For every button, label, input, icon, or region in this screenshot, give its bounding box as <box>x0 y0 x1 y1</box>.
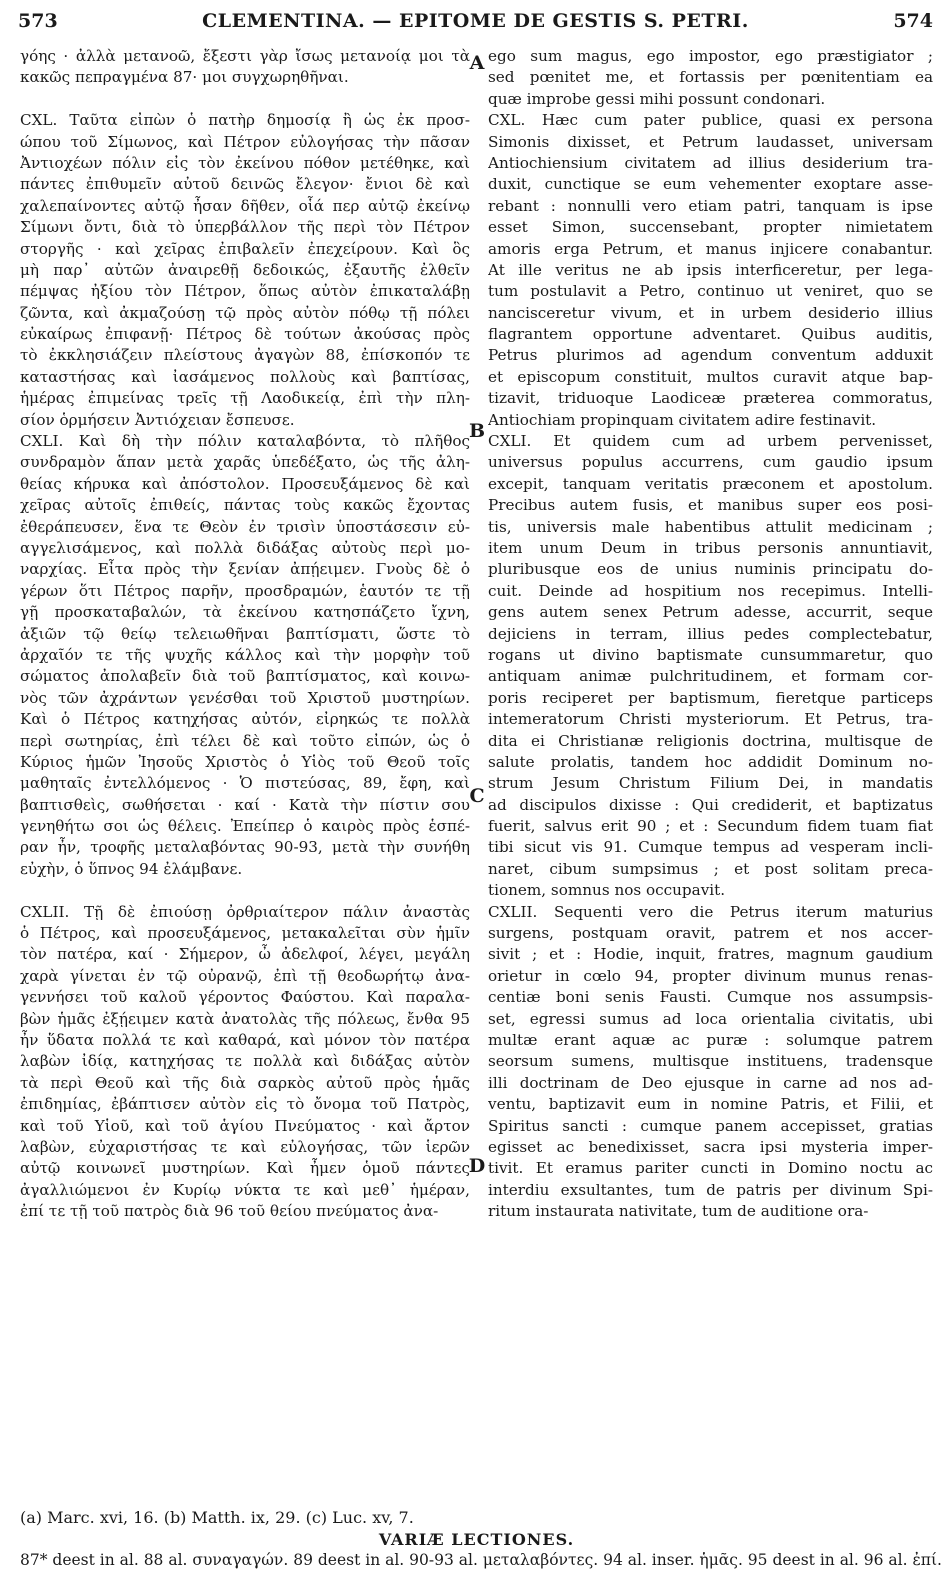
latin-text-line: Precibus autem fusis, et manibus super eos posi- <box>488 496 933 515</box>
greek-text-line: αὐτῷ κοινωνεῖ μυστηρίων. Καὶ ἦμεν ὁμοῦ πάντες <box>20 1159 470 1178</box>
latin-text-line: naret, cibum sumpsimus ; et post solitam preca- <box>488 859 933 878</box>
latin-text-line: Simonis dixisset, et Petrum laudasset, universam <box>488 132 933 151</box>
greek-text-line: τὸν πατέρα, καί · Σήμερον, ὦ ἀδελφοί, λέγει, μεγάλη <box>20 945 470 964</box>
greek-text-line: ναρχίας. Εἶτα πρὸς τὴν ξενίαν ἀπῄειμεν. Γνοὺς δὲ ὁ <box>20 560 470 579</box>
latin-text-line: esset Simon, succensebant, propter nimietatem <box>488 218 933 237</box>
latin-text-line: CXL. Hæc cum pater publice, quasi ex persona <box>488 111 933 130</box>
latin-text-line: pluribusque eos de unius numinis principatu do- <box>488 560 933 579</box>
greek-text-line: CXLII. Τῇ δὲ ἐπιούσῃ ὀρθριαίτερον πάλιν ἀναστὰς <box>20 902 470 921</box>
latin-text-line: interdiu exsultantes, tum de patris per divinum Spi- <box>488 1180 933 1199</box>
greek-text-line: ζῶντα, καὶ ἀκμαζούσῃ τῷ πρὸς αὐτὸν πόθῳ τῇ πόλει <box>20 303 470 322</box>
latin-text-line: ventu, baptizavit eum in nomine Patris, et Filii, et <box>488 1095 933 1114</box>
margin-letter-c: C <box>469 785 485 807</box>
latin-text-line: egisset ac benedixisset, sacra ipsi mysteria imper- <box>488 1137 933 1156</box>
greek-text-line: ἐπί τε τῇ τοῦ πατρὸς διὰ 96 τοῦ θείου πνεύματος ἀνα- <box>20 1202 439 1221</box>
latin-text-line: set, egressi sumus ad loca orientalia civitatis, ubi <box>488 1009 933 1028</box>
greek-text-line: σώματος ἀπολαβεῖν διὰ τοῦ βαπτίσματος, καὶ κοινω- <box>20 667 470 686</box>
latin-text-line: rogans ut divino baptismate cunsummaretur, quo <box>488 645 933 664</box>
paragraph-gap <box>20 880 470 901</box>
latin-text-line: multæ erant aquæ ac puræ : solumque patrem <box>488 1030 933 1049</box>
greek-text-line: μαθηταῖς ἐντελλόμενος · Ὁ πιστεύσας, 89, ἔφη, καὶ <box>20 774 470 793</box>
latin-text-line: sivit ; et : Hodie, inquit, fratres, magnum gaudium <box>488 945 933 964</box>
greek-text-line: μὴ παρ᾽ αὐτῶν ἀναιρεθῇ δεδοικώς, ἐξαυτῆς ἐλθεῖν <box>20 260 470 279</box>
latin-text-line: tivit. Et eramus pariter cuncti in Domino noctu ac <box>488 1159 933 1178</box>
latin-text-line: strum Jesum Christum Filium Dei, in mandatis <box>488 774 933 793</box>
latin-text-line: tizavit, triduoque Laodiceæ præterea commoratus, <box>488 389 933 408</box>
greek-text-line: πάντες ἐπιθυμεῖν αὐτοῦ δεινῶς ἔλεγον· ἔνιοι δὲ καὶ <box>20 175 470 194</box>
greek-text-line: ἐθεράπευσεν, ἕνα τε Θεὸν ἐν τρισὶν ὑποστάσεσιν εὐ- <box>20 517 470 536</box>
latin-text-line: tionem, somnus nos occupavit. <box>488 881 726 900</box>
latin-text-line: illi doctrinam de Deo ejusque in carne ad nos ad- <box>488 1073 933 1092</box>
greek-text-line: τὰ περὶ Θεοῦ καὶ τῆς διὰ σαρκὸς αὐτοῦ πρὸς ἡμᾶς <box>20 1073 470 1092</box>
greek-text-line: ἀρχαῖόν τε τῆς ψυχῆς κάλλος καὶ τὴν μορφὴν τοῦ <box>20 645 470 664</box>
running-header <box>18 10 933 40</box>
scripture-references: (a) Marc. xvi, 16. (b) Matth. ix, 29. (c) Luc. xv, 7. <box>20 1508 414 1527</box>
greek-text-line: γεννήσει τοῦ καλοῦ γέροντος Φαύστου. Καὶ παραλα- <box>20 988 470 1007</box>
greek-text-line: ἡμέρας ἐπιμείνας τρεῖς τῇ Λαοδικείᾳ, ἐπὶ τὴν πλη- <box>20 389 470 408</box>
greek-text-line: Σίμωνι ὄντι, διὰ τὸ ὑπερβάλλον τῆς περὶ τὸν Πέτρον <box>20 218 470 237</box>
greek-text-line: Ἀντιοχέων πόλιν εἰς τὸν ἐκείνου πόθον μετέθηκε, καὶ <box>20 153 470 172</box>
greek-text-line: χεῖρας αὐτοῖς ἐπιθείς, πάντας τοὺς κακῶς ἔχοντας <box>20 496 470 515</box>
latin-text-line: nancisceretur vivum, et in urbem desiderio illius <box>488 303 933 322</box>
greek-text-line: Καὶ ὁ Πέτρος κατηχήσας αὐτόν, εἰρηκώς τε πολλὰ <box>20 710 470 729</box>
latin-text-line: orietur in cœlo 94, propter divinum munus renas- <box>488 966 933 985</box>
latin-text-line: tum postulavit a Petro, continuo ut veniret, quo se <box>488 282 933 301</box>
running-title: CLEMENTINA. — EPITOME DE GESTIS S. PETRI. <box>202 10 749 32</box>
greek-text-line: βὼν ἡμᾶς ἐξῄειμεν κατὰ ἀνατολὰς τῆς πόλεως, ἔνθα 95 <box>20 1009 470 1028</box>
margin-letter-d: D <box>468 1155 486 1177</box>
latin-text-line: ritum instaurata nativitate, tum de auditione ora- <box>488 1202 869 1221</box>
latin-text-line: centiæ boni senis Fausti. Cumque nos assumpsis- <box>488 988 933 1007</box>
latin-text-line: intemeratorum Christi mysteriorum. Et Petrus, tra- <box>488 710 933 729</box>
greek-text-line: Κύριος ἡμῶν Ἰησοῦς Χριστὸς ὁ Υἱὸς τοῦ Θεοῦ τοῖς <box>20 752 470 771</box>
latin-text-line: tis, universis male habentibus attulit medicinam ; <box>488 517 933 536</box>
latin-text-line: salute prolatis, tandem hoc addidit Dominum no- <box>488 752 933 771</box>
latin-text-line: et episcopum constituit, multos curavit atque bap- <box>488 367 933 386</box>
latin-text-line: CXLI. Et quidem cum ad urbem pervenisset, <box>488 432 933 451</box>
greek-text-line: CXLI. Καὶ δὴ τὴν πόλιν καταλαβόντα, τὸ πλῆθος <box>20 432 470 451</box>
greek-text-line: σίον ὁρμήσειν Ἀντιόχειαν ἔσπευσε. <box>20 410 295 429</box>
latin-column <box>488 46 933 1222</box>
margin-letter-b: B <box>468 420 486 442</box>
latin-text-line: amoris erga Petrum, et manus injicere conabantur. <box>488 239 933 258</box>
greek-text-line: CXL. Ταῦτα εἰπὼν ὁ πατὴρ δημοσίᾳ ἢ ὡς ἐκ προσ- <box>20 111 470 130</box>
greek-text-line: συνδραμὸν ἅπαν μετὰ χαρᾶς ὑπεδέξατο, ὡς τῆς ἀλη- <box>20 453 470 472</box>
greek-text-line: ἀγαλλιώμενοι ἐν Κυρίῳ νύκτα τε καὶ μεθ᾽ ἡμέραν, <box>20 1180 470 1199</box>
greek-text-line: λαβὼν, εὐχαριστήσας τε καὶ εὐλογήσας, τῶν ἱερῶν <box>20 1137 470 1156</box>
greek-text-line: βαπτισθεὶς, σωθήσεται · καί · Κατὰ τὴν πίστιν σου <box>20 795 470 814</box>
latin-text-line: CXLII. Sequenti vero die Petrus iterum maturius <box>488 902 933 921</box>
latin-text-line: universus populus accurrens, cum gaudio ipsum <box>488 453 933 472</box>
latin-text-line: cuit. Deinde ad hospitium nos recepimus. Intelli- <box>488 581 933 600</box>
greek-text-line: γενηθήτω σοι ὡς θέλεις. Ἐπείπερ ὁ καιρὸς πρὸς ἑσπέ- <box>20 817 470 836</box>
variae-lectiones-text: 87* deest in al. 88 al. συναγαγών. 89 deest in al. 90-93 al. μεταλαβόντες. 94 al. inser. ἡμᾶς. 95 deest in al. 96 al. ἐπί. <box>20 1551 942 1569</box>
greek-text-line: πέμψας ἠξίου τὸν Πέτρον, ὅπως αὐτὸν ἐπικαταλάβῃ <box>20 282 470 301</box>
latin-text-line: item unum Deum in tribus personis annuntiavit, <box>488 538 933 557</box>
greek-text-line: καταστήσας καὶ ἰασάμενος πολλοὺς καὶ βαπτίσας, <box>20 367 470 386</box>
greek-text-line: ἀξιῶν τῷ θείῳ τελειωθῆναι βαπτίσματι, ὥστε τὸ <box>20 624 470 643</box>
latin-text-line: Antiochiensium civitatem ad illius desiderium tra- <box>488 153 933 172</box>
greek-text-line: νὸς τῶν ἀχράντων γενέσθαι τοῦ Χριστοῦ μυστηρίων. <box>20 688 470 707</box>
greek-text-line: τὸ ἐκκλησιάζειν πλείστους ἀγαγὼν 88, ἐπίσκοπόν τε <box>20 346 470 365</box>
latin-text-line: ad discipulos dixisse : Qui crediderit, et baptizatus <box>488 795 933 814</box>
latin-text-line: dita ei Christianæ religionis doctrina, multisque de <box>488 731 933 750</box>
latin-text-line: ego sum magus, ego impostor, ego præstigiator ; <box>488 47 933 65</box>
latin-text-line: surgens, postquam oravit, patrem et nos accer- <box>488 924 933 943</box>
greek-text-line: γῇ προσκαταβαλών, τὰ ἐκείνου κατησπάζετο ἴχνη, <box>20 603 470 622</box>
greek-text-line: ὁ Πέτρος, καὶ προσευξάμενος, μετακαλεῖται σὺν ἡμῖν <box>20 924 470 943</box>
greek-text-line: χαλεπαίνοντες αὐτῷ ἦσαν δῆθεν, οἷά περ αὐτῷ ἐκείνῳ <box>20 196 470 215</box>
greek-text-line: καὶ τοῦ Υἱοῦ, καὶ τοῦ ἁγίου Πνεύματος · καὶ ἄρτον <box>20 1116 470 1135</box>
greek-text-line: στοργῆς · καὶ χεῖρας ἐπιβαλεῖν ἐπεχείρουν. Καὶ ὃς <box>20 239 470 258</box>
margin-letter-a: A <box>469 52 485 74</box>
latin-text-line: antiquam animæ pulchritudinem, et formam cor- <box>488 667 933 686</box>
page-number-left: 573 <box>18 10 58 32</box>
latin-text-line: fuerit, salvus erit 90 ; et : Secundum fidem tuam fiat <box>488 817 933 836</box>
greek-text-line: χαρὰ γίνεται ἐν τῷ οὐρανῷ, ἐπὶ τῇ θεοδωρήτῳ ἀνα- <box>20 966 470 985</box>
greek-column <box>20 46 470 1222</box>
greek-text-line: αγγελισάμενος, καὶ πολλὰ διδάξας αὐτοὺς περὶ μο- <box>20 538 470 557</box>
greek-text-line: ραν ἦν, τροφῆς μεταλαβόντας 90-93, μετὰ τὴν συνήθη <box>20 838 470 857</box>
paragraph-gap <box>20 89 470 110</box>
greek-text-line: ἐπιδημίας, ἐβάπτισεν αὐτὸν εἰς τὸ ὄνομα τοῦ Πατρὸς, <box>20 1095 470 1114</box>
greek-text-line: λαβὼν ἰδίᾳ, κατηχήσας τε πολλὰ καὶ διδάξας αὐτὸν <box>20 1052 470 1071</box>
greek-text-line: ἦν ὕδατα πολλά τε καὶ καθαρά, καὶ μόνον τὸν πατέρα <box>20 1030 470 1049</box>
latin-text-line: excepit, tanquam veritatis præconem et apostolum. <box>488 474 933 493</box>
greek-text-line: εὐκαίρως ἐπιφανῇ· Πέτρος δὲ τούτων ἀκούσας πρὸς <box>20 325 470 344</box>
latin-text-line: At ille veritus ne ab ipsis interficeretur, per lega- <box>488 260 933 279</box>
greek-text-line: ώπου τοῦ Σίμωνος, καὶ Πέτρον εὐλογήσας τὴν πᾶσαν <box>20 132 470 151</box>
greek-text-line: θείας κήρυκα καὶ ἀπόστολον. Προσευξάμενος δὲ καὶ <box>20 474 470 493</box>
latin-text-line: quæ improbe gessi mihi possunt condonari. <box>488 89 826 108</box>
latin-text-line: dejiciens in terram, illius pedes complectebatur, <box>488 624 933 643</box>
latin-text-line: Antiochiam propinquam civitatem adire festinavit. <box>488 410 877 429</box>
latin-text-line: sed pœnitet me, et fortassis per pœnitentiam ea <box>488 68 933 87</box>
greek-text-line: εὐχὴν, ὁ ὕπνος 94 ἐλάμβανε. <box>20 859 243 878</box>
variae-lectiones-heading: VARIÆ LECTIONES. <box>378 1530 575 1549</box>
latin-text-line: Spiritus sancti : cumque panem accepisset, gratias <box>488 1116 933 1135</box>
latin-text-line: poris reciperet per baptismum, fieretque particeps <box>488 688 933 707</box>
greek-text-line: γέρων ὅτι Πέτρος παρῆν, προσδραμών, ἑαυτόν τε τῇ <box>20 581 470 600</box>
page-number-right: 574 <box>893 10 933 32</box>
latin-text-line: tibi sicut vis 91. Cumque tempus ad vesperam incli- <box>488 838 933 857</box>
latin-text-line: seorsum sumens, multisque instituens, tradensque <box>488 1052 933 1071</box>
latin-text-line: rebant : nonnulli vero etiam patri, tanquam is ipse <box>488 196 933 215</box>
latin-text-line: duxit, cunctique se eum vehementer exoptare asse- <box>488 175 933 194</box>
latin-text-line: gens autem senex Petrum adesse, accurrit, seque <box>488 603 933 622</box>
latin-text-line: Petrus plurimos ad agendum conventum adduxit <box>488 346 933 365</box>
greek-text-line: γόης · ἀλλὰ μετανοῶ, ἔξεστι γὰρ ἴσως μετανοίᾳ μοι τὰ <box>20 47 470 65</box>
greek-text-line: κακῶς πεπραγμένα 87· μοι συγχωρηθῆναι. <box>20 68 349 87</box>
latin-text-line: flagrantem opportune adventaret. Quibus auditis, <box>488 325 933 344</box>
greek-text-line: περὶ σωτηρίας, ἐπὶ τέλει δὲ καὶ τοῦτο εἰπών, ὡς ὁ <box>20 731 470 750</box>
